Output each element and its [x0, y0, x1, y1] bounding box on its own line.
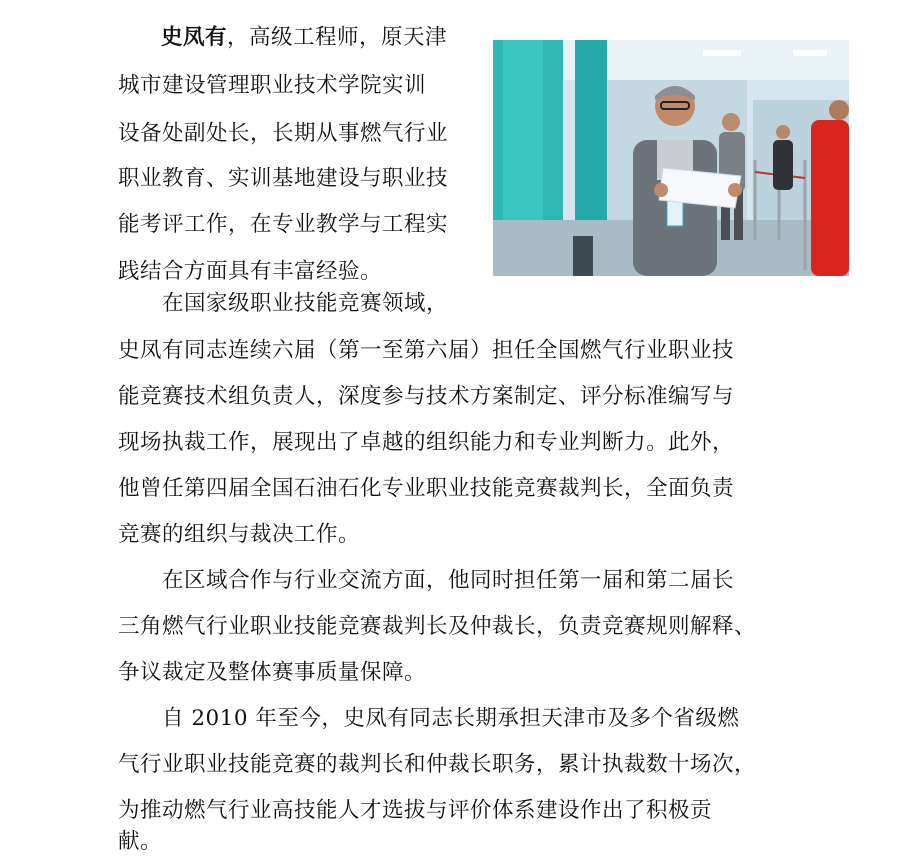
- paragraph-4-line-1: 自 2010 年至今，史凤有同志长期承担天津市及多个省级燃: [118, 706, 740, 731]
- portrait-photo: [493, 40, 849, 276]
- intro-line-2: 城市建设管理职业技术学院实训: [118, 73, 427, 98]
- paragraph-4-line-3: 为推动燃气行业高技能人才选拔与评价体系建设作出了积极贡: [118, 798, 713, 823]
- intro-line-1: [118, 22, 478, 54]
- paragraph-3-line-1: 在区域合作与行业交流方面，他同时担任第一届和第二届长: [118, 568, 735, 593]
- paragraph-2-line-1: 在国家级职业技能竞赛领域，: [118, 291, 449, 316]
- paragraph-2-line-5: 他曾任第四届全国石油石化专业职业技能竞赛裁判长，全面负责: [118, 476, 735, 501]
- person-name: 史凤有: [161, 25, 228, 50]
- intro-line-6: 践结合方面具有丰富经验。: [118, 259, 383, 284]
- paragraph-4-line-4: 献。: [118, 829, 163, 854]
- paragraph-2-line-6: 竞赛的组织与裁决工作。: [118, 522, 361, 547]
- intro-line-5: 能考评工作，在专业教学与工程实: [118, 212, 449, 237]
- intro-line-4: 职业教育、实训基地建设与职业技: [118, 166, 449, 191]
- intro-line-1-text: ，高级工程师，原天津: [227, 25, 448, 50]
- paragraph-2-line-3: 能竞赛技术组负责人，深度参与技术方案制定、评分标准编写与: [118, 384, 735, 409]
- paragraph-2-line-2: 史凤有同志连续六届（第一至第六届）担任全国燃气行业职业技: [118, 338, 735, 363]
- paragraph-3-line-3: 争议裁定及整体赛事质量保障。: [118, 660, 427, 685]
- paragraph-4-line-2: 气行业职业技能竞赛的裁判长和仲裁长职务，累计执裁数十场次，: [118, 752, 757, 777]
- intro-line-3: 设备处副处长，长期从事燃气行业: [118, 121, 449, 146]
- paragraph-2-line-4: 现场执裁工作，展现出了卓越的组织能力和专业判断力。此外，: [118, 430, 735, 455]
- paragraph-3-line-2: 三角燃气行业职业技能竞赛裁判长及仲裁长，负责竞赛规则解释、: [118, 614, 757, 639]
